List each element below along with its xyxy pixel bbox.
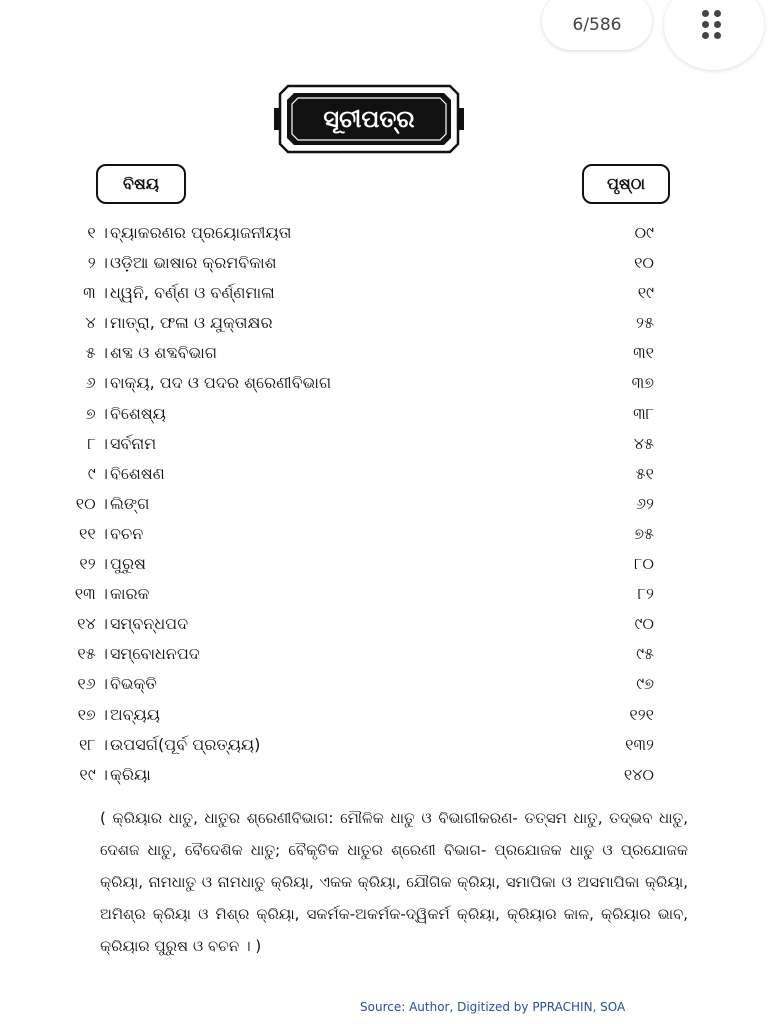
chapter-note: ( କ୍ରିୟାର ଧାତୁ, ଧାତୁର ଶ୍ରେଣୀବିଭାଗ: ମୌଳିକ ଧାତୁ ଓ ବିଭାଗୀକରଣ- ତତ୍ସମ ଧାତୁ, ତଦ୍ଭବ ଧାତୁ, ଦେଶଜ ଧାତୁ, ବୈଦେଶିକ ଧାତୁ; ବୈକୃତିକ ଧାତୁର ଶ୍ରେଣୀ ବିଭାଗ- ପ୍ରଯୋଜକ ଧାତୁ ଓ ପ୍ରଯୋଜକ କ୍ରିୟା, ନାମଧାତୁ ଓ ନାମଧାତୁ କ୍ରିୟା, ଏକକ କ୍ରିୟା, ଯୌଗିକ କ୍ରିୟା, ସମାପିକା ଓ ଅସମାପିକା କ୍ରିୟା, ଅମିଶ୍ର କ୍ରିୟା ଓ ମିଶ୍ର କ୍ରିୟା, ସକର୍ମକ-ଅକର୍ମକ-ଦ୍ୱିକର୍ମ କ୍ରିୟା, କ୍ରିୟାର କାଳ, କ୍ରିୟାର ଭାବ, କ୍ରିୟାର ପୁରୁଷ ଓ ବଚନ । ) [100, 809, 688, 955]
toc-topic: ଓଡ଼ିଆ ଭାଷାର କ୍ରମବିକାଶ [110, 253, 277, 273]
toc-number: ୧୫ । [77, 644, 108, 664]
toc-number: ୧୭ । [77, 704, 108, 724]
toc-topic: କାରକ [110, 584, 150, 604]
title-banner [274, 80, 464, 158]
toc-topic: ବିଶେଷ୍ୟ [110, 403, 166, 423]
toc-topic: ବଚନ [110, 523, 144, 543]
toc-topic: ବିଭକ୍ତି [110, 674, 157, 694]
toc-topic: ଶବ୍ଦ ଓ ଶବ୍ଦବିଭାଗ [110, 343, 218, 363]
toc-number: ୧୧ । [79, 523, 108, 543]
toc-row [44, 308, 674, 338]
toc-row [44, 459, 674, 489]
toc-number: ୭ । [85, 403, 108, 423]
toc-number: ୧୪ । [77, 614, 108, 634]
toc-page: ୧୨୧ [629, 704, 654, 724]
toc-row [44, 218, 674, 248]
toc-number: ୧ । [87, 223, 108, 242]
toc-page: ୬୨ [635, 493, 654, 513]
toc-row [44, 760, 674, 790]
subject-header: ବିଷୟ [96, 164, 186, 204]
toc-row [44, 700, 674, 730]
page-title: ସୂଚୀପତ୍ର [323, 105, 415, 133]
toc-row [44, 519, 674, 549]
toc-topic: ଅବ୍ୟୟ [110, 704, 160, 724]
toc-topic: ଧ୍ୱନି, ବର୍ଣ୍ଣ ଓ ବର୍ଣ୍ଣମାଳା [110, 283, 275, 303]
source-credit: Source: Author, Digitized by PPRACHIN, SOA [360, 1000, 626, 1014]
toc-row [44, 489, 674, 519]
toc-number: ୧୦ । [75, 493, 108, 513]
toc-page: ୨୫ [636, 313, 654, 333]
toc-number: ୩ । [83, 283, 108, 303]
toc-page: ୪୫ [633, 433, 654, 453]
toc-row [44, 368, 674, 398]
toc-number: ୬ । [85, 373, 108, 393]
toc-page: ୧୪୦ [623, 764, 654, 784]
toc-page: ୧୦ [634, 253, 654, 273]
toc-number: ୧୬ । [77, 674, 108, 694]
toc-row [44, 429, 674, 459]
toc-topic: ଉପସର୍ଗ(ପୂର୍ବ ପ୍ରତ୍ୟୟ) [110, 734, 261, 754]
toc-page: ୮୦ [634, 554, 654, 574]
toc-topic: ବ୍ୟାକରଣର ପ୍ରୟୋଜନୀୟତା [110, 223, 292, 242]
toc-number: ୨ । [87, 253, 108, 273]
toc-topic: ସର୍ବନାମ [110, 433, 157, 453]
toc-page: ୧୩୨ [625, 734, 654, 754]
toc-page: ୯୦ [634, 614, 654, 634]
toc-topic: ବିଶେଷଣ [110, 463, 165, 483]
toc-number: ୪ । [85, 313, 108, 333]
page-header: ପୃଷ୍ଠା [582, 164, 670, 204]
toc-topic: ସମ୍ବନ୍ଧପଦ [110, 614, 189, 634]
toc-topic: ସମ୍ବୋଧନପଦ [110, 644, 200, 664]
grid-menu-icon[interactable] [702, 10, 724, 40]
toc-number: ୧୩ । [74, 584, 108, 604]
toc-page: ୯୭ [636, 674, 654, 694]
toc-topic: ପୁରୁଷ [110, 554, 146, 574]
toc-topic: ବାକ୍ୟ, ପଦ ଓ ପଦର ଶ୍ରେଣୀବିଭାଗ [110, 373, 332, 393]
toc-number: ୧୮ । [79, 734, 108, 754]
toc-topic: ଲିଙ୍ଗ [110, 493, 150, 513]
toc-topic: ମାତ୍ରା, ଫଳା ଓ ଯୁକ୍ତାକ୍ଷର [110, 313, 273, 333]
toc-number: ୫ । [85, 343, 108, 363]
toc-page: ୦୯ [634, 223, 654, 242]
toc-number: ୯ । [87, 463, 108, 483]
toc-page: ୭୫ [634, 523, 654, 543]
toc-number: ୧୯ । [79, 764, 108, 784]
toc-number: ୮ । [87, 433, 108, 453]
toc-list [44, 218, 674, 790]
toc-page: ୧୯ [637, 283, 654, 303]
toc-page: ୫୧ [635, 463, 654, 483]
toc-row [44, 248, 674, 278]
toc-topic: କ୍ରିୟା [110, 764, 151, 784]
toc-row [44, 730, 674, 760]
toc-row [44, 669, 674, 699]
toc-row [44, 609, 674, 639]
toc-row [44, 549, 674, 579]
toc-page: ୩୮ [633, 403, 654, 423]
toc-page: ୮୨ [637, 584, 654, 604]
toc-page: ୩୧ [633, 343, 654, 363]
toc-row [44, 278, 674, 308]
page-indicator: 6/586 [542, 0, 652, 50]
toc-row [44, 579, 674, 609]
toc-row [44, 399, 674, 429]
toc-number: ୧୨ । [79, 554, 108, 574]
toc-row [44, 338, 674, 368]
toc-page: ୩୭ [631, 373, 654, 393]
toc-page: ୯୫ [636, 644, 654, 664]
toc-row [44, 639, 674, 669]
